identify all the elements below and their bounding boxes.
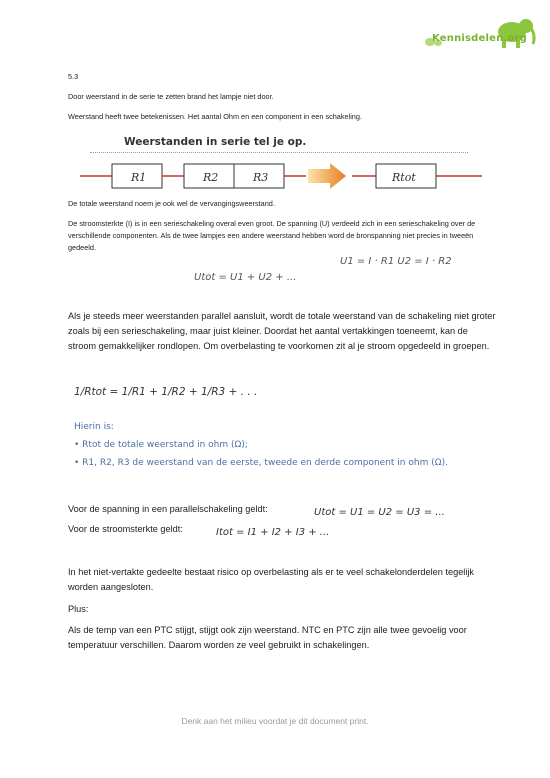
- paragraph-risk: In het niet-vertakte gedeelte bestaat risico op overbelasting als er te veel schakelonderdelen tegelijk worden aangesloten.: [68, 567, 475, 592]
- paragraph-meanings: Weerstand heeft twee betekenissen. Het aantal Ohm en een component in een schakeling.: [68, 112, 362, 121]
- formula-series-total: Utot = U1 + U2 + ...: [194, 272, 297, 283]
- current-formula: Itot = I1 + I2 + I3 + ...: [216, 527, 330, 538]
- series-resistor-figure: [80, 156, 490, 196]
- legend-item-rtot: • Rtot de totale weerstand in ohm (Ω);: [74, 440, 248, 450]
- legend-item-r123: • R1, R2, R3 de weerstand van de eerste, tweede en derde component in ohm (Ω).: [74, 458, 448, 468]
- formula-parallel: 1/Rtot = 1/R1 + 1/R2 + 1/R3 + . . .: [74, 386, 258, 398]
- paragraph-replacement: De totale weerstand noem je ook wel de vervangingsweerstand.: [68, 199, 275, 208]
- arrow-right-icon: [308, 163, 346, 189]
- resistor-label-rtot: Rtot: [392, 171, 416, 184]
- resistor-label-r2: R2: [203, 171, 219, 184]
- paragraph-lamp: Door weerstand in de serie te zetten brand het lampje niet door.: [68, 92, 274, 101]
- plus-label: Plus:: [68, 604, 89, 614]
- site-logo: [420, 16, 538, 56]
- formula-series-u: U1 = I · R1 U2 = I · R2: [340, 256, 452, 267]
- resistor-label-r1: R1: [131, 171, 147, 184]
- section-number: 5.3: [68, 72, 79, 81]
- legend-heading: Hierin is:: [74, 422, 114, 432]
- figure-title: Weerstanden in serie tel je op.: [124, 136, 307, 148]
- voltage-formula: Utot = U1 = U2 = U3 = ...: [314, 507, 445, 518]
- paragraph-current: De stroomsterkte (I) is in een serieschakeling overal even groot. De spanning (U) verdeeld zich in een serieschakeling over de verschillende componenten. Als de twee lampjes een andere weerstand hebben word de bronspanning niet precies in tweeën gedeeld.: [68, 219, 476, 252]
- paragraph-ptc: Als de temp van een PTC stijgt, stijgt ook zijn weerstand. NTC en PTC zijn alle twee gevoelig voor temperatuur verschillen. Daarom worden ze veel gebruikt in schakelingen.: [68, 625, 467, 650]
- current-label: Voor de stroomsterkte geldt:: [68, 524, 183, 534]
- brand-name: Kennisdelen.org: [432, 33, 528, 44]
- footer-note: Denk aan het milieu voordat je dit document print.: [181, 716, 369, 726]
- resistor-label-r3: R3: [253, 171, 269, 184]
- voltage-label: Voor de spanning in een parallelschakeling geldt:: [68, 504, 268, 514]
- figure-divider: [90, 152, 468, 153]
- paragraph-parallel: Als je steeds meer weerstanden parallel aansluit, wordt de totale weerstand van de schakeling niet groter zoals bij een serieschakeling, maar juist kleiner. Doordat het aantal vertakkingen toeneemt, kan de stroom gemakkelijker rondlopen. Om overbelasting te voorkomen zit al je stroom opgedeeld in groepen.: [68, 311, 496, 351]
